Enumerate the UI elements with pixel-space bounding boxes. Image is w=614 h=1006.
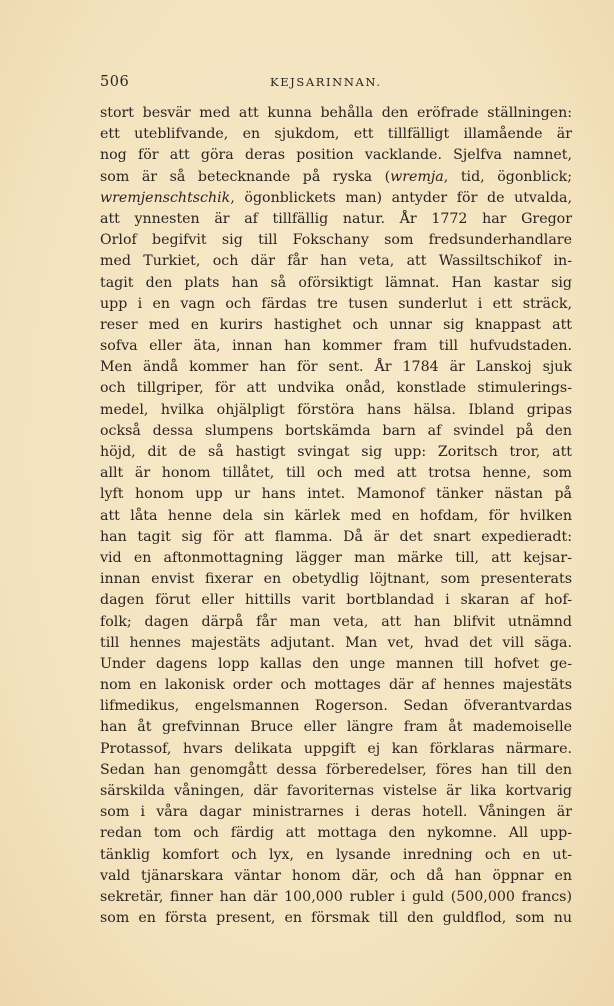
text-line: också dessa slumpens bortskämda barn af svindel på den bbox=[100, 422, 572, 439]
italic-term: wremja bbox=[390, 168, 444, 185]
text-line: vald tjänarskara väntar honom där, och då han öppnar en bbox=[100, 867, 572, 884]
text-line: redan tom och färdig att mottaga den nykomne. All upp- bbox=[100, 825, 572, 842]
text-line: Men ändå kommer han för sent. År 1784 är Lanskoj sjuk bbox=[100, 359, 572, 376]
text-line: allt är honom tillåtet, till och med att trotsa henne, som bbox=[100, 465, 572, 482]
text-line: ett uteblifvande, en sjukdom, ett tillfälligt illamående är bbox=[100, 126, 572, 143]
italic-term: wremjenschtschik bbox=[100, 189, 231, 206]
text-line: reser med en kurirs hastighet och unnar sig knappast att bbox=[100, 316, 572, 333]
text-line: folk; dagen därpå får man veta, att han blifvit utnämnd bbox=[100, 613, 572, 630]
text-line: och tillgriper, för att undvika onåd, konstlade stimulerings- bbox=[100, 380, 572, 397]
text-line: Protassof, hvars delikata uppgift ej kan förklaras närmare. bbox=[100, 740, 572, 757]
text-line: tagit den plats han så oförsiktigt lämnat. Han kastar sig bbox=[100, 274, 572, 291]
text-line: som en första present, en försmak till den guldflod, som nu bbox=[100, 910, 572, 927]
text-line: han tagit sig för att flamma. Då är det snart expedieradt: bbox=[100, 528, 572, 545]
text-line: nom en lakonisk order och mottages där af hennes majestäts bbox=[100, 677, 572, 694]
page-header bbox=[100, 74, 570, 94]
text-line: nog för att göra deras position vacklande. Sjelfva namnet, bbox=[100, 147, 572, 164]
text-line: med Turkiet, och där får han veta, att Wassiltschikof in- bbox=[100, 253, 572, 270]
text-line: till hennes majestäts adjutant. Man vet, hvad det vill säga. bbox=[100, 634, 572, 651]
text-line: lifmedikus, engelsmannen Rogerson. Sedan öfverantvardas bbox=[100, 698, 572, 715]
text-line: sekretär, finner han där 100,000 rubler i guld (500,000 francs) bbox=[100, 888, 572, 905]
text-line: lyft honom upp ur hans intet. Mamonof tänker nästan på bbox=[100, 486, 572, 503]
text-line: dagen förut eller hittills varit bortblandad i skaran af hof- bbox=[100, 592, 572, 609]
text-line: Under dagens lopp kallas den unge mannen till hofvet ge- bbox=[100, 655, 572, 672]
running-title: KEJSARINNAN. bbox=[270, 75, 382, 89]
text-line: som är så betecknande på ryska (wremja, tid, ögonblick; bbox=[100, 168, 572, 185]
text-line: höjd, dit de så hastigt svingat sig upp: Zoritsch tror, att bbox=[100, 444, 572, 460]
text-line: tänklig komfort och lyx, en lysande inredning och en ut- bbox=[100, 846, 572, 863]
page-number: 506 bbox=[100, 74, 130, 90]
text-line: innan envist fixerar en obetydlig löjtnant, som presenterats bbox=[100, 571, 572, 588]
text-line: upp i en vagn och färdas tre tusen sunderlut i ett sträck, bbox=[100, 295, 572, 312]
text-line: vid en aftonmottagning lägger man märke till, att kejsar- bbox=[100, 549, 572, 566]
body-text bbox=[100, 103, 572, 929]
text-line: medel, hvilka ohjälpligt förstöra hans hälsa. Ibland gripas bbox=[100, 401, 572, 418]
text-line: särskilda våningen, där favoriternas vistelse är lika kortvarig bbox=[100, 783, 572, 799]
text-line: sofva eller äta, innan han kommer fram till hufvudstaden. bbox=[100, 338, 572, 355]
text-line: Orlof begifvit sig till Fokschany som fredsunderhandlare bbox=[100, 232, 572, 249]
text-line: som i våra dagar ministrarnes i deras hotell. Våningen är bbox=[100, 804, 572, 821]
text-line: att ynnesten är af tillfällig natur. År 1772 har Gregor bbox=[100, 210, 572, 227]
text-line: stort besvär med att kunna behålla den eröfrade ställningen: bbox=[100, 105, 572, 121]
text-line: han åt grefvinnan Bruce eller längre fram åt mademoiselle bbox=[100, 719, 572, 736]
text-line: att låta henne dela sin kärlek med en hofdam, för hvilken bbox=[100, 507, 572, 524]
text-line: Sedan han genomgått dessa förberedelser, föres han till den bbox=[100, 761, 572, 778]
text-line: wremjenschtschik, ögonblickets man) antyder för de utvalda, bbox=[100, 189, 572, 206]
